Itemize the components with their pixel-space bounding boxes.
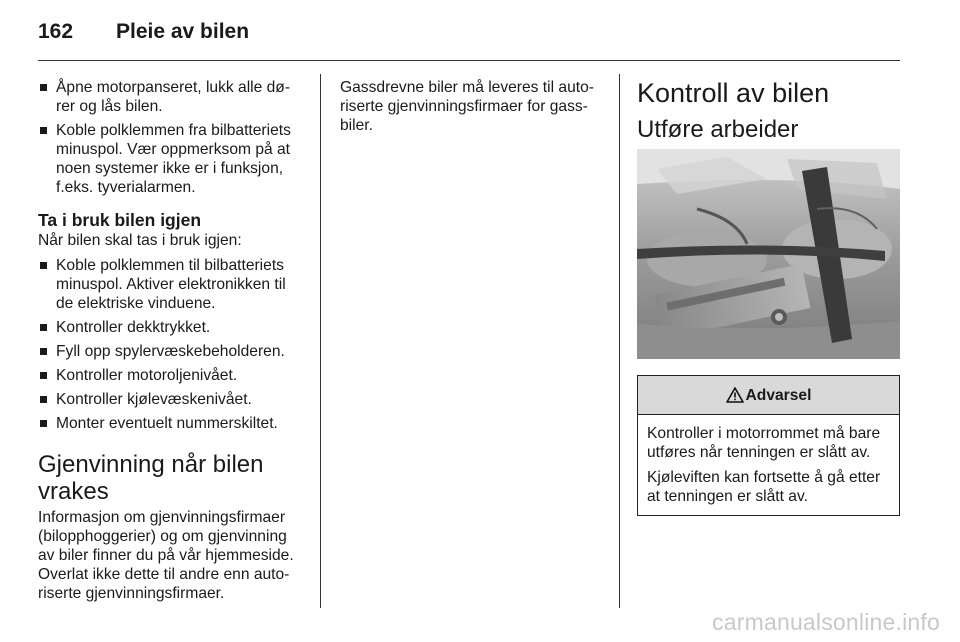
warning-paragraph: Kontroller i motorrommet må bare utføres når tenningen er slått av. (647, 425, 881, 461)
site-watermark: carmanualsonline.info (712, 609, 940, 635)
page-number: 162 (38, 20, 74, 43)
warning-triangle-icon (726, 387, 744, 403)
warning-label: Advarsel (745, 386, 812, 404)
column-right (637, 78, 900, 516)
chapter-heading: Kontroll av bilen (637, 78, 830, 108)
section-heading: Ta i bruk bilen igjen (38, 210, 202, 230)
list-item: Kontroller dekktrykket. (38, 318, 302, 337)
warning-header (638, 376, 899, 415)
list-item: Åpne motorpanseret, lukk alle dø-rer og lås bilen. (38, 78, 302, 116)
section-intro: Når bilen skal tas i bruk igjen: (38, 232, 242, 249)
warning-body (638, 415, 899, 515)
subsection-heading: Utføre arbeider (637, 116, 799, 143)
list-item: Kontroller motoroljenivået. (38, 366, 302, 385)
list-item: Fyll opp spylervæskebeholderen. (38, 342, 302, 361)
engine-bay-photo (637, 149, 900, 359)
running-title: Pleie av bilen (116, 20, 250, 43)
column-divider-1 (320, 74, 321, 608)
page-header (38, 14, 249, 50)
recycling-text: Informasjon om gjenvinningsfirmaer (bilopphoggerier) og om gjenvinning av biler finner du på vår hjemmeside. Overlat ikke dette til andre enn auto-riserte gjenvinningsfirmaer. (38, 509, 294, 602)
column-middle (340, 78, 602, 135)
header-rule (38, 60, 900, 61)
list-item: Koble polklemmen fra bilbatteriets minuspol. Vær oppmerksom på at noen systemer ikke er i funksjon, f.eks. tyverialarmen. (38, 121, 302, 197)
bullet-list-bottom (38, 256, 302, 433)
column-divider-2 (619, 74, 620, 608)
bullet-list-top (38, 78, 302, 197)
column-left (38, 78, 302, 603)
recycling-heading: Gjenvinning når bilen vrakes (38, 451, 264, 505)
warning-box (637, 375, 900, 516)
list-item: Koble polklemmen til bilbatteriets minuspol. Aktiver elektronikken til de elektriske vinduene. (38, 256, 302, 313)
list-item: Kontroller kjølevæskenivået. (38, 390, 302, 409)
warning-paragraph: Kjøleviften kan fortsette å gå etter at tenningen er slått av. (647, 469, 881, 505)
list-item: Monter eventuelt nummerskiltet. (38, 414, 302, 433)
gas-vehicle-text: Gassdrevne biler må leveres til auto-riserte gjenvinningsfirmaer for gass-biler. (340, 79, 594, 134)
